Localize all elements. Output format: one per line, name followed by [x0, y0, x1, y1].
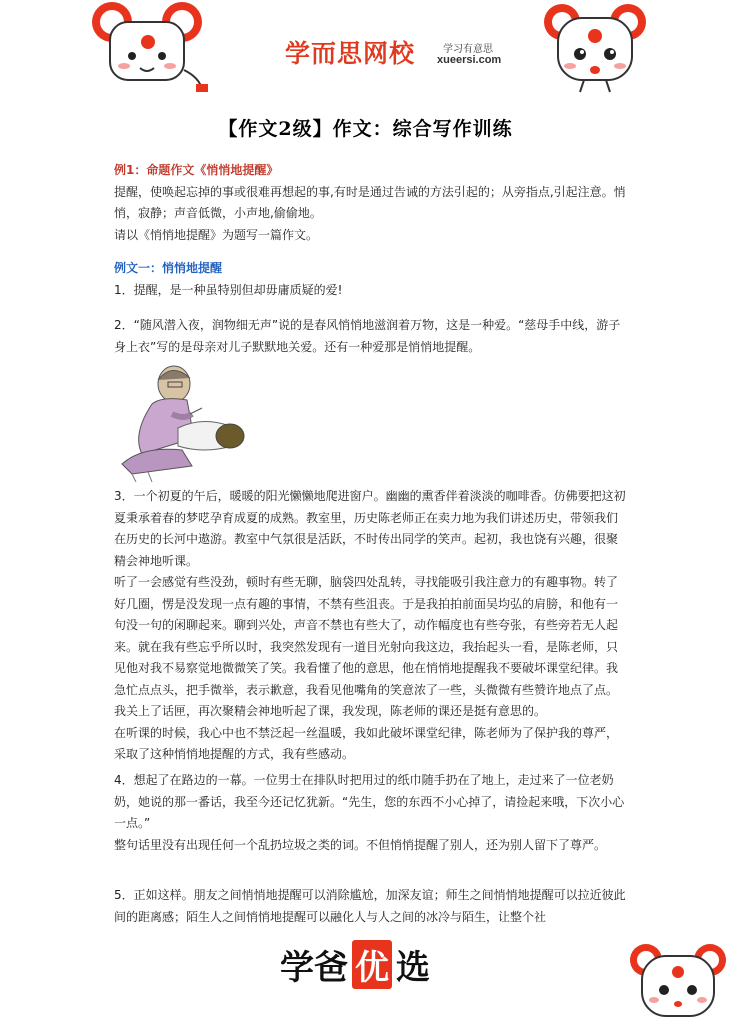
example1-line-1: 提醒，使唤起忘掉的事或很难再想起的事,有时是通过告诫的方法引起的；从旁指点,引起注意。悄悄，寂静；声音低微，小声地,偷偷地。	[114, 184, 626, 220]
essay-intro	[114, 258, 626, 301]
example1-heading: 例1：命题作文《悄悄地提醒》	[114, 163, 279, 177]
essay-paragraph-5: 5．正如这样。朋友之间悄悄地提醒可以消除尴尬，加深友谊；师生之间悄悄地提醒可以拉近彼此间的距离感；陌生人之间悄悄地提醒可以融化人与人之间的冰冷与陌生，让整个社	[114, 888, 626, 924]
mother-sewing-illustration	[112, 354, 250, 482]
document-title: 【作文2级】作文：综合写作训练	[218, 118, 513, 140]
logo-url: xueersi.com	[437, 54, 502, 66]
essay-paragraph-4b: 整句话里没有出现任何一个乱扔垃圾之类的词。不但悄悄提醒了别人，还为别人留下了尊严。	[114, 837, 607, 852]
brand-text-b: 优	[352, 940, 392, 989]
brand-text-a: 学爸	[280, 948, 348, 988]
essay-paragraph-5-block	[114, 885, 626, 928]
essay-paragraph-3c: 在听课的时候，我心中也不禁泛起一丝温暖，我如此破坏课堂纪律，陈老师为了保护我的尊严，采取了这种悄悄地提醒的方式，我有些感动。	[114, 725, 619, 761]
essay-paragraph-4-block	[114, 770, 626, 856]
mascot-icon-right	[540, 0, 650, 95]
essay-heading: 例文一：悄悄地提醒	[114, 261, 223, 275]
essay-paragraph-2: 2．“随风潜入夜，润物细无声”说的是春风悄悄地滋润着万物，这是一种爱。“慈母手中线，游子身上衣”写的是母亲对儿子默默地关爱。还有一种爱那是悄悄地提醒。	[114, 318, 621, 354]
example1-line-2: 请以《悄悄地提醒》为题写一篇作文。	[114, 227, 319, 242]
essay-paragraph-1: 1．提醒，是一种虽特别但却毋庸质疑的爱!	[114, 282, 343, 297]
essay-paragraph-4a: 4．想起了在路边的一幕。一位男士在排队时把用过的纸巾随手扔在了地上，走过来了一位老奶奶，她说的那一番话，我至今还记忆犹新。“先生，您的东西不小心掉了，请捡起来哦，下次小心一点。”	[114, 773, 625, 830]
essay-paragraph-3a: 3．一个初夏的午后，暖暖的阳光懒懒地爬进窗户。幽幽的熏香伴着淡淡的咖啡香。仿佛要把这初夏秉承着春的梦呓孕育成夏的成熟。教室里，历史陈老师正在卖力地为我们讲述历史，带领我们在历史的长河中遨游。教室中气氛很是活跃，不时传出同学的笑声。起初，我也饶有兴趣，很聚精会神地听课。	[114, 489, 626, 568]
logo-slogan: 学习有意思	[443, 44, 493, 55]
example1-section	[114, 160, 626, 246]
essay-paragraph-3b: 听了一会感觉有些没劲，顿时有些无聊，脑袋四处乱转，寻找能吸引我注意力的有趣事物。转了好几圈，愣是没发现一点有趣的事情，不禁有些沮丧。于是我拍拍前面吴均弘的肩膀，和他有一句没一句的闲聊起来。聊到兴处，声音不禁也有些大了，动作幅度也有些夸张，有些旁若无人起来。就在我有些忘乎所以时，我突然发现有一道目光射向我这边，我抬起头一看，是陈老师，只见他对我不易察觉地微微笑了笑。我看懂了他的意思，他在悄悄地提醒我不要破坏课堂纪律。我急忙点点头，把手微举，表示歉意，我看见他嘴角的笑意浓了一些，头微微有些赞许地点了点。我关上了话匣，再次聚精会神地听起了课，我发现，陈老师的课还是挺有意思的。	[114, 575, 619, 718]
mascot-icon-bottom	[628, 940, 728, 1024]
mascot-icon-left	[82, 0, 212, 95]
essay-paragraph-2-block	[114, 315, 626, 358]
brand-text-c: 选	[396, 948, 430, 988]
logo-text: 学而思网校	[285, 39, 416, 68]
essay-paragraph-3-block	[114, 486, 626, 766]
footer-brand	[280, 940, 460, 990]
